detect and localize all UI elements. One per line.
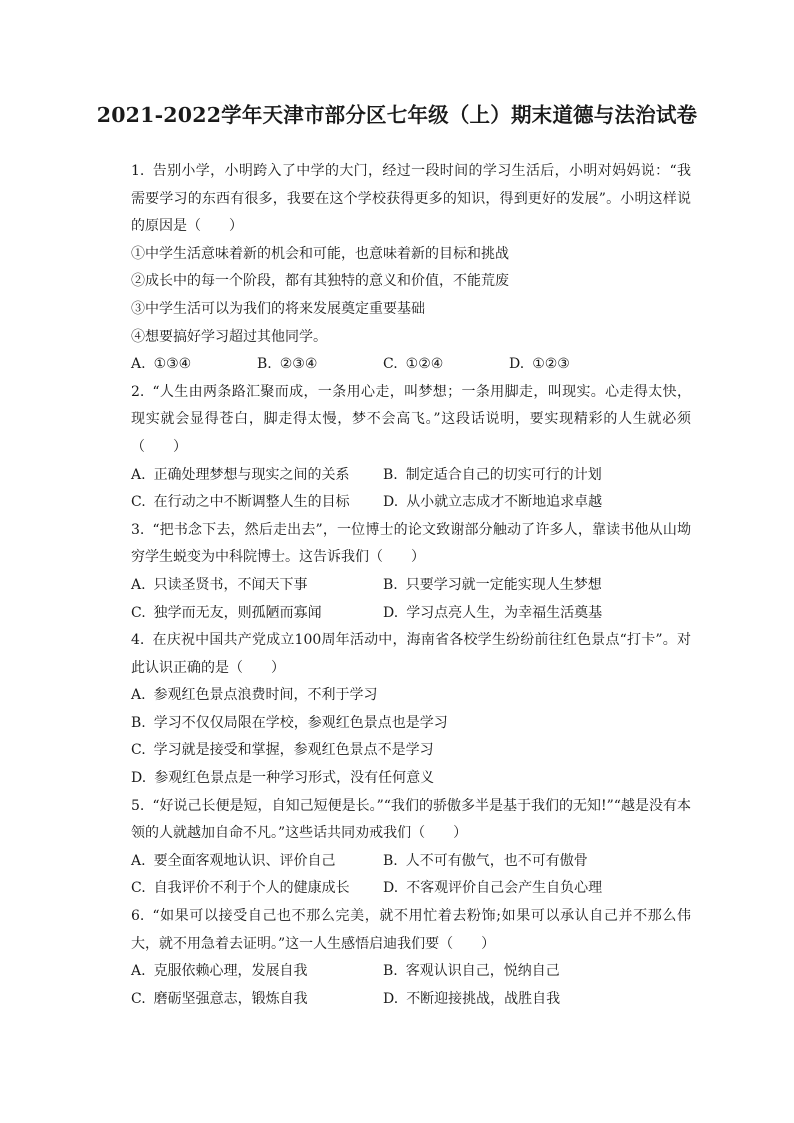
- question-text: 告别小学，小明跨入了中学的大门，经过一段时间的学习生活后，小明对妈妈说：“我需要学习的东西有很多，我要在这个学校获得更多的知识，得到更好的发展”。小明这样说的原因是（ ）: [131, 163, 691, 235]
- question-text: “如果可以接受自己也不那么完美，就不用忙着去粉饰;如果可以承认自己并不那么伟大，就不用急着去证明。”这一人生感悟启迪我们要（ ）: [131, 908, 691, 952]
- option-row: [131, 572, 691, 600]
- question-number: 1.: [131, 163, 145, 179]
- option-a: A. ①③④: [131, 356, 192, 373]
- option-b: B. 学习不仅仅局限在学校，参观红色景点也是学习: [131, 714, 448, 731]
- option-row: [131, 875, 691, 903]
- option-row: [131, 489, 691, 517]
- option-b: B. ②③④: [257, 356, 318, 373]
- option-row: [131, 462, 691, 490]
- option-c: C. 自我评价不利于个人的健康成长: [131, 880, 350, 897]
- question-text: 在庆祝中国共产党成立100周年活动中，海南省各校学生纷纷前往红色景点“打卡”。对此认识正确的是（ ）: [131, 632, 691, 676]
- option-row: [131, 986, 691, 1014]
- option-d: D. 学习点亮人生，为幸福生活奠基: [383, 604, 603, 621]
- question-list: [131, 158, 691, 1013]
- option-c: C. 独学而无友，则孤陋而寡闻: [131, 604, 322, 621]
- option-a: A. 克服依赖心理，发展自我: [131, 963, 308, 980]
- question-number: 5.: [131, 797, 145, 814]
- statement: ①中学生活意味着新的机会和可能，也意味着新的目标和挑战: [131, 245, 509, 262]
- option-b: B. 客观认识自己，悦纳自己: [383, 963, 560, 980]
- option-c: C. 磨砺坚强意志，锻炼自我: [131, 990, 308, 1007]
- option-b: B. 只要学习就一定能实现人生梦想: [383, 576, 602, 593]
- option-row: [131, 351, 691, 379]
- question-5: [131, 793, 691, 903]
- question-1: [131, 158, 691, 379]
- option-a: A. 参观红色景点浪费时间，不利于学习: [131, 687, 378, 704]
- question-4: [131, 627, 691, 793]
- statement: ②成长中的每一个阶段，都有其独特的意义和价值，不能荒废: [131, 273, 509, 290]
- question-number: 4.: [131, 632, 145, 649]
- option-a: A. 正确处理梦想与现实之间的关系: [131, 466, 350, 483]
- option-d: D. 不客观评价自己会产生自负心理: [383, 880, 603, 897]
- option-b: B. 制定适合自己的切实可行的计划: [383, 466, 602, 483]
- question-2: [131, 379, 691, 517]
- option-d: D. 参观红色景点是一种学习形式，没有任何意义: [131, 770, 435, 787]
- option-c: C. 学习就是接受和掌握，参观红色景点不是学习: [131, 742, 434, 759]
- option-a: A. 要全面客观地认识、评价自己: [131, 852, 336, 869]
- question-text: “好说己长便是短，自知己短便是长。”“我们的骄傲多半是基于我们的无知!”“越是没有本领的人就越加自命不凡。”这些话共同劝戒我们（ ）: [131, 797, 691, 842]
- option-b: B. 人不可有傲气，也不可有傲骨: [383, 852, 588, 869]
- statement: ③中学生活可以为我们的将来发展奠定重要基础: [131, 300, 425, 317]
- exam-title: 2021-2022学年天津市部分区七年级（上）期末道德与法治试卷: [96, 103, 698, 127]
- statement: ④想要搞好学习超过其他同学。: [131, 328, 327, 345]
- option-row: [131, 600, 691, 628]
- option-a: A. 只读圣贤书，不闻天下事: [131, 576, 308, 593]
- option-row: [131, 958, 691, 986]
- question-6: [131, 903, 691, 1013]
- question-text: “人生由两条路汇聚而成，一条用心走，叫梦想；一条用脚走，叫现实。心走得太快，现实就会显得苍白，脚走得太慢，梦不会高飞。”这段话说明，要实现精彩的人生就必须（ ）: [131, 383, 691, 455]
- question-number: 3.: [131, 521, 145, 538]
- option-d: D. ①②③: [509, 356, 570, 373]
- option-d: D. 从小就立志成才不断地追求卓越: [383, 494, 603, 511]
- question-text: “把书念下去，然后走出去”，一位博士的论文致谢部分触动了许多人，靠读书他从山坳穷学生蜕变为中科院博士。这告诉我们（ ）: [131, 521, 691, 566]
- option-c: C. ①②④: [383, 356, 444, 373]
- question-number: 2.: [131, 383, 145, 400]
- option-d: D. 不断迎接挑战，战胜自我: [383, 990, 561, 1007]
- option-row: [131, 848, 691, 876]
- question-3: [131, 517, 691, 627]
- question-number: 6.: [131, 908, 145, 925]
- option-c: C. 在行动之中不断调整人生的目标: [131, 494, 350, 511]
